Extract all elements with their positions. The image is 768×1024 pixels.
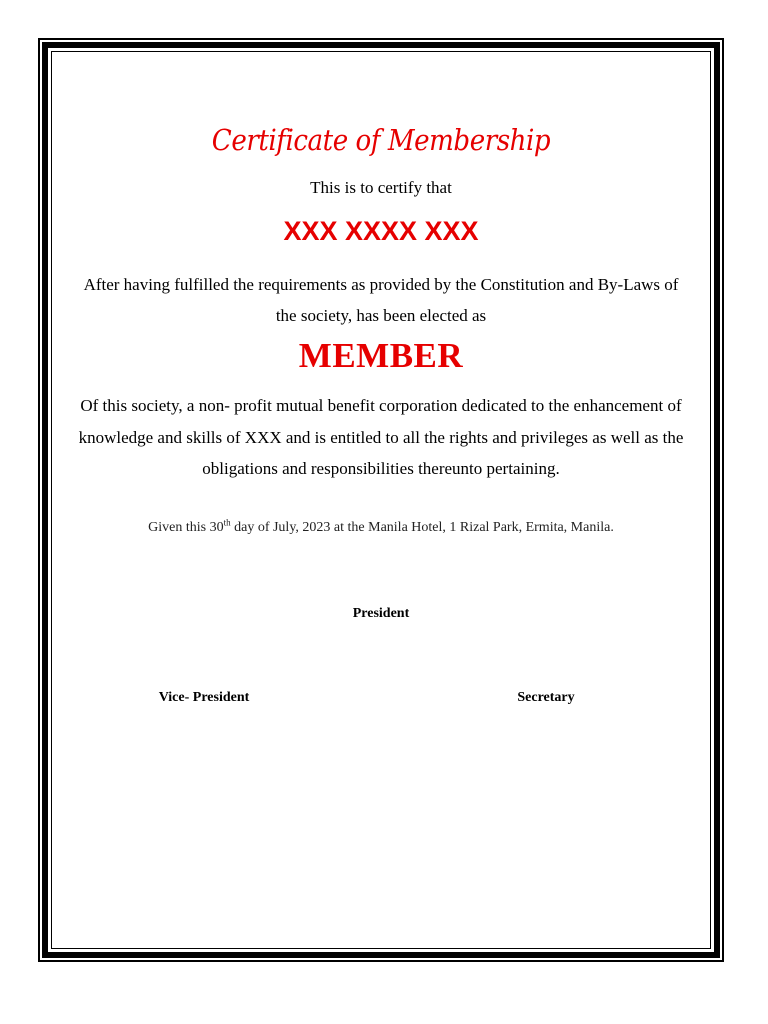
given-prefix: Given this 30 [148, 520, 224, 535]
certify-line: This is to certify that [310, 178, 452, 197]
given-ordinal-suffix: th [223, 517, 231, 528]
given-date-line [51, 517, 711, 536]
certificate-body [51, 51, 711, 949]
membership-role: MEMBER [298, 336, 464, 375]
signatory-secretary: Secretary [517, 690, 575, 705]
requirements-paragraph: After having fulfilled the requirements as provided by the Constitution and By-Laws of the society, has been elected as [83, 275, 679, 325]
certificate-title: Certificate of Membership [211, 123, 551, 157]
signatory-vice-president: Vice- President [158, 690, 250, 705]
given-suffix: day of July, 2023 at the Manila Hotel, 1 Rizal Park, Ermita, Manila. [230, 520, 614, 535]
signatory-president: President [352, 606, 410, 621]
society-description-paragraph: Of this society, a non- profit mutual benefit corporation dedicated to the enhancement of knowledge and skills of XXX and is entitled to all the rights and privileges as well as the obligations and responsibilities thereunto pertaining. [78, 396, 684, 478]
member-name: XXX XXXX XXX [283, 216, 479, 246]
